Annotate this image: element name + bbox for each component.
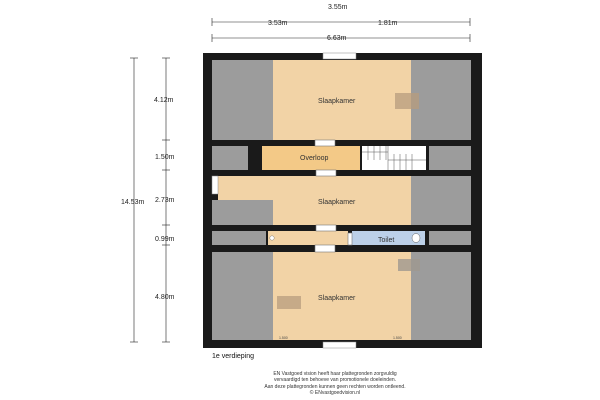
closet-strip — [268, 231, 348, 245]
label-toilet: Toilet — [378, 237, 395, 244]
label-bedroom-mid: Slaapkamer — [318, 199, 356, 206]
window-bottom — [323, 342, 356, 348]
dim-top-right: 1.81m — [378, 20, 398, 27]
dim-top-total: 3.55m — [328, 4, 348, 11]
dim-segment-3: 2.73m — [155, 197, 175, 204]
dim-segment-1: 4.12m — [154, 97, 174, 104]
height-marker-right: 1.500 — [393, 336, 402, 340]
dim-top-left: 3.53m — [268, 20, 288, 27]
toilet-bowl-icon — [412, 234, 420, 243]
label-landing: Overloop — [300, 155, 329, 162]
staircase — [362, 146, 426, 170]
window-left — [212, 176, 218, 194]
label-bedroom-top: Slaapkamer — [318, 98, 356, 105]
dim-width: 6.63m — [327, 35, 347, 42]
disclaimer-line-4: © ENvastgoedvision.nl — [309, 389, 361, 396]
window-top — [323, 53, 356, 59]
disclaimer-line-1: EN Vastgoed vision heeft haar plattegronden zorgvuldig — [273, 371, 397, 377]
dim-segment-4: 0.99m — [155, 236, 175, 243]
floor-label: 1e verdieping — [212, 353, 255, 360]
disclaimer-line-3: Aan deze plattegronden kunnen geen rechten worden ontleend. — [264, 383, 406, 390]
dim-segment-2: 1.50m — [155, 154, 175, 161]
height-marker-left: 1.500 — [279, 336, 288, 340]
disclaimer-line-2: vervaardigd ten behoeve van promotionele doeleinden. — [273, 377, 397, 384]
label-bedroom-bottom: Slaapkamer — [318, 295, 356, 302]
sink-icon — [270, 236, 274, 240]
dim-total-height: 14.53m — [121, 199, 145, 206]
dim-segment-5: 4.80m — [155, 294, 175, 301]
disclaimer — [200, 371, 470, 396]
